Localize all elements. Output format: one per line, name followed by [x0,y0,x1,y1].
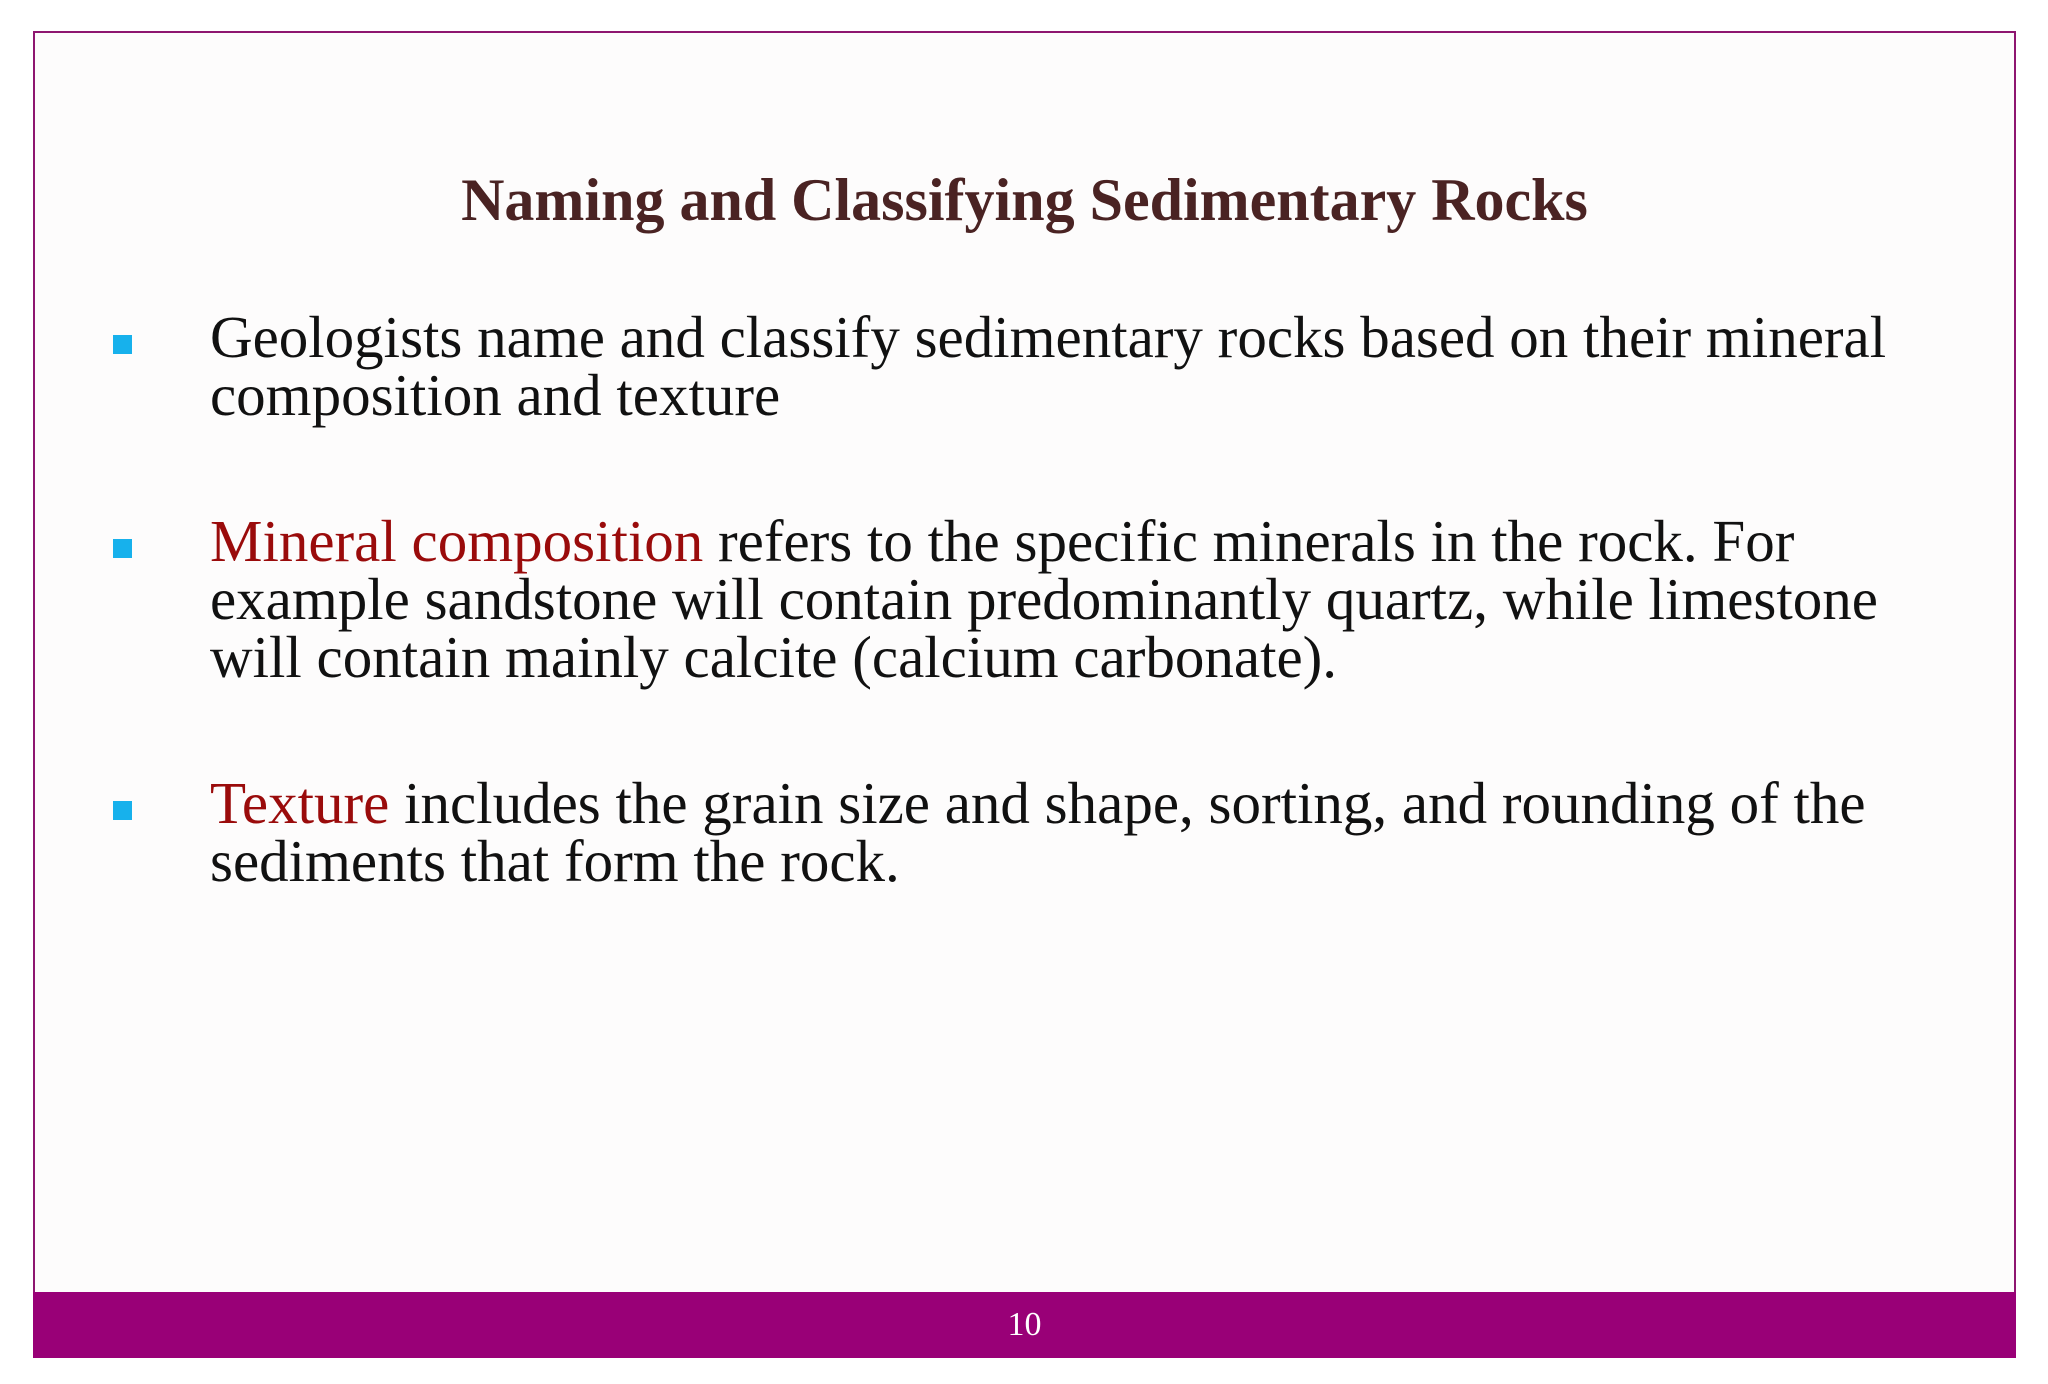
slide [33,31,2016,1358]
footer-bar [33,1292,2016,1358]
bullet-item [105,508,1944,690]
bullet-text: Geologists name and classify sedimentary rocks based on their mineral composition and texture [210,304,1887,428]
bullet-text: refers to the specific minerals in the rock. For example sandstone will contain predominantly quartz, while limestone will contain mainly calcite (calcium carbonate). [210,508,1878,690]
square-bullet-icon [113,335,132,354]
square-bullet-icon [113,539,132,558]
square-bullet-icon [113,801,132,820]
bullet-highlight: Mineral composition [210,508,704,574]
page-number: 10 [1007,1306,1042,1343]
bullet-highlight: Texture [210,770,390,836]
bullet-item [105,304,1944,428]
bullet-list [105,304,1944,978]
bullet-text: includes the grain size and shape, sorting, and rounding of the sediments that form the rock. [210,770,1866,894]
slide-title: Naming and Classifying Sedimentary Rocks [461,167,1588,233]
bullet-item [105,770,1944,894]
